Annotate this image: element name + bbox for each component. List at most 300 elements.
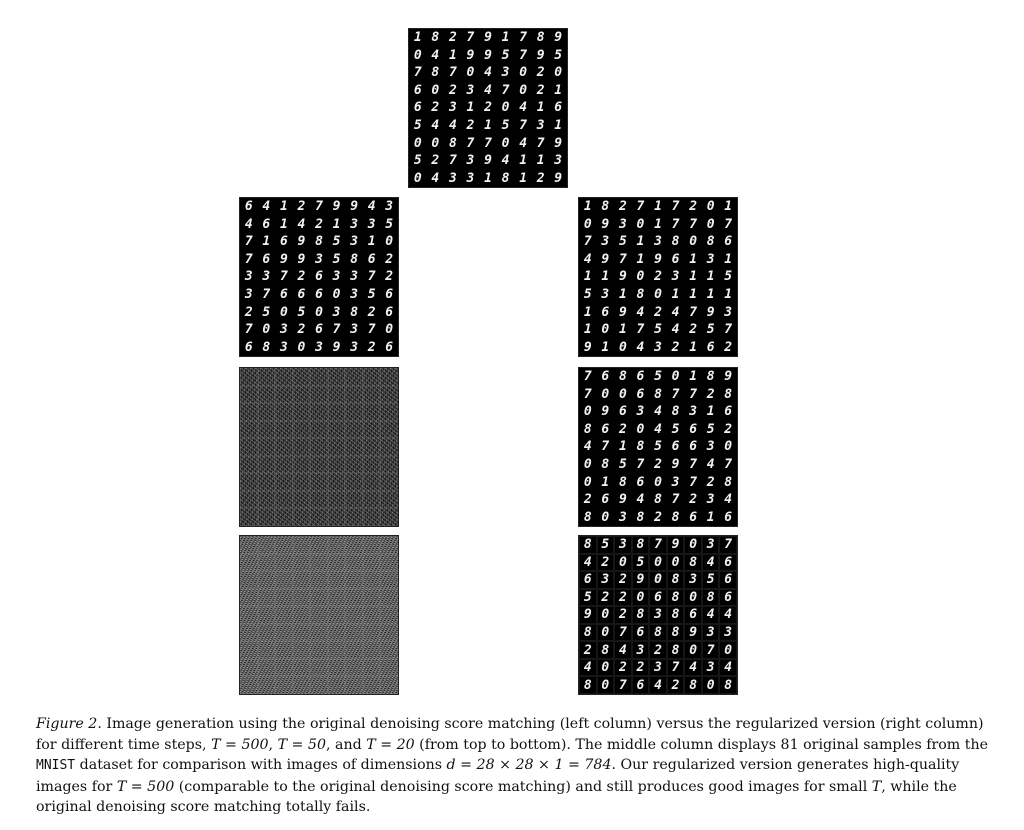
caption-text: . Our regularized version generates high-quality images for <box>36 757 960 795</box>
caption-math: T = 500 <box>116 778 175 795</box>
digit-sample: 4 <box>262 199 271 215</box>
digit-sample: 7 <box>466 135 475 151</box>
digit-sample: 3 <box>367 216 376 232</box>
digit-sample <box>293 659 311 677</box>
digit-sample: 6 <box>649 589 667 607</box>
digit-sample: 6 <box>632 676 650 694</box>
digit-sample <box>345 536 363 554</box>
digit-sample: 1 <box>413 30 422 46</box>
digit-sample: 6 <box>413 82 422 98</box>
digit-sample: 6 <box>297 287 306 303</box>
digit-sample: 9 <box>554 30 563 46</box>
caption-math: T = 50 <box>277 736 326 753</box>
digit-sample: 1 <box>601 269 610 285</box>
digit-sample: 3 <box>554 153 563 169</box>
digit-sample: 8 <box>536 30 545 46</box>
right-column-T50-samples <box>579 368 737 526</box>
digit-sample: 9 <box>297 234 306 250</box>
digit-sample: 6 <box>684 606 702 624</box>
digit-sample: 3 <box>614 536 632 554</box>
digit-sample: 0 <box>724 439 733 455</box>
digit-sample: 6 <box>618 404 627 420</box>
digit-sample <box>275 676 293 694</box>
dataset-name: MNIST <box>36 758 76 773</box>
digit-sample <box>258 491 276 509</box>
digit-sample: 1 <box>484 118 492 134</box>
digit-sample: 7 <box>724 322 733 338</box>
digit-sample: 6 <box>636 386 645 402</box>
digit-sample <box>293 491 311 509</box>
digit-sample: 4 <box>684 659 702 677</box>
digit-sample: 3 <box>315 339 323 355</box>
digit-sample: 0 <box>618 339 627 355</box>
digit-sample: 5 <box>385 216 394 232</box>
digit-sample <box>380 456 398 474</box>
digit-sample: 4 <box>579 554 597 572</box>
digit-sample: 5 <box>618 234 627 250</box>
digit-grid <box>579 368 737 526</box>
digit-sample: 1 <box>636 251 645 267</box>
digit-sample: 6 <box>724 234 733 250</box>
digit-sample: 3 <box>654 339 662 355</box>
digit-sample: 6 <box>385 287 394 303</box>
digit-sample: 0 <box>636 421 645 437</box>
digit-sample <box>240 421 258 439</box>
digit-sample <box>293 403 311 421</box>
digit-sample: 0 <box>597 676 615 694</box>
digit-sample <box>363 386 381 404</box>
digit-sample: 3 <box>350 216 359 232</box>
digit-sample: 7 <box>614 624 632 642</box>
digit-sample: 8 <box>350 304 359 320</box>
digit-sample <box>328 508 346 526</box>
digit-sample: 1 <box>618 322 627 338</box>
digit-sample: 2 <box>431 100 440 116</box>
digit-sample <box>363 438 381 456</box>
digit-sample <box>275 473 293 491</box>
digit-sample: 3 <box>601 287 610 303</box>
digit-sample <box>345 403 363 421</box>
digit-sample <box>345 676 363 694</box>
digit-sample <box>275 508 293 526</box>
digit-sample: 2 <box>618 421 627 437</box>
digit-sample: 9 <box>724 369 733 385</box>
digit-sample: 6 <box>671 439 680 455</box>
digit-sample: 3 <box>702 624 720 642</box>
digit-sample: 8 <box>706 234 715 250</box>
digit-sample: 0 <box>702 676 720 694</box>
digit-sample: 3 <box>350 287 359 303</box>
digit-sample: 5 <box>297 304 306 320</box>
digit-sample <box>310 641 328 659</box>
digit-sample: 3 <box>649 659 667 677</box>
digit-sample: 6 <box>413 100 422 116</box>
digit-sample <box>258 571 276 589</box>
digit-sample: 8 <box>636 509 645 525</box>
digit-sample: 7 <box>315 199 323 215</box>
digit-sample <box>380 641 398 659</box>
digit-sample: 6 <box>724 404 733 420</box>
digit-sample: 0 <box>583 216 592 232</box>
digit-sample: 2 <box>706 386 715 402</box>
digit-sample: 5 <box>332 251 341 267</box>
digit-sample: 3 <box>597 571 615 589</box>
digit-sample: 8 <box>667 641 685 659</box>
digit-sample: 7 <box>724 216 733 232</box>
caption-text: (comparable to the original denoising score matching) and still produces good images for small <box>174 778 872 795</box>
digit-sample: 2 <box>654 509 662 525</box>
digit-grid <box>579 536 737 694</box>
caption-text: Image generation using the original denoising score matching (left column) versus the regularized version (right column) for different time steps, <box>36 716 984 753</box>
digit-sample: 4 <box>724 492 733 508</box>
digit-sample: 9 <box>332 339 341 355</box>
digit-sample: 7 <box>649 536 667 554</box>
digit-sample: 6 <box>315 287 323 303</box>
digit-sample: 8 <box>632 606 650 624</box>
caption-math: d = 28 × 28 × 1 = 784 <box>446 757 612 773</box>
digit-sample <box>293 641 311 659</box>
digit-sample: 3 <box>501 65 510 81</box>
digit-sample <box>328 676 346 694</box>
digit-sample <box>240 368 258 386</box>
digit-sample: 3 <box>350 322 359 338</box>
digit-sample: 2 <box>297 322 306 338</box>
digit-sample: 1 <box>554 82 563 98</box>
digit-sample <box>258 641 276 659</box>
digit-sample <box>240 536 258 554</box>
digit-sample <box>275 554 293 572</box>
digit-sample <box>275 438 293 456</box>
digit-sample: 0 <box>649 554 667 572</box>
digit-sample: 6 <box>601 369 610 385</box>
digit-sample: 0 <box>583 474 592 490</box>
digit-sample: 2 <box>689 199 698 215</box>
digit-sample <box>328 641 346 659</box>
digit-sample: 9 <box>579 606 597 624</box>
digit-sample <box>258 659 276 677</box>
digit-sample: 6 <box>315 269 323 285</box>
digit-sample <box>345 624 363 642</box>
digit-sample: 5 <box>654 369 662 385</box>
caption-math: T = 500 <box>211 736 269 753</box>
digit-sample <box>363 473 381 491</box>
digit-sample: 4 <box>654 421 662 437</box>
digit-sample: 2 <box>536 82 545 98</box>
digit-sample: 8 <box>618 369 627 385</box>
digit-sample <box>293 438 311 456</box>
digit-sample: 1 <box>689 339 698 355</box>
digit-sample <box>345 508 363 526</box>
left-column-T50-samples <box>240 368 398 526</box>
digit-sample: 8 <box>618 474 627 490</box>
digit-sample: 9 <box>297 251 306 267</box>
digit-sample: 9 <box>484 30 492 46</box>
digit-sample: 3 <box>702 536 720 554</box>
digit-sample: 7 <box>484 135 492 151</box>
digit-sample: 5 <box>413 153 422 169</box>
digit-sample: 6 <box>262 216 271 232</box>
digit-sample <box>310 438 328 456</box>
digit-sample: 1 <box>583 199 592 215</box>
digit-sample: 1 <box>519 170 528 186</box>
digit-sample: 2 <box>597 589 615 607</box>
digit-sample: 3 <box>618 509 627 525</box>
digit-sample: 0 <box>297 339 306 355</box>
digit-sample: 0 <box>649 571 667 589</box>
digit-sample: 1 <box>601 474 610 490</box>
digit-sample: 0 <box>413 47 422 63</box>
digit-sample: 5 <box>501 118 510 134</box>
digit-grid <box>579 198 737 356</box>
digit-sample <box>275 536 293 554</box>
digit-sample: 1 <box>706 287 715 303</box>
digit-sample: 6 <box>719 554 737 572</box>
digit-sample: 2 <box>484 100 492 116</box>
digit-sample <box>258 508 276 526</box>
digit-sample <box>363 676 381 694</box>
digit-sample <box>328 421 346 439</box>
digit-sample: 3 <box>719 624 737 642</box>
digit-sample <box>240 491 258 509</box>
digit-sample: 0 <box>618 386 627 402</box>
digit-sample <box>275 403 293 421</box>
digit-sample <box>380 386 398 404</box>
digit-sample: 3 <box>315 251 323 267</box>
digit-sample <box>310 473 328 491</box>
digit-sample: 1 <box>583 269 592 285</box>
digit-sample: 6 <box>244 339 253 355</box>
digit-sample <box>380 368 398 386</box>
digit-sample: 1 <box>519 153 528 169</box>
digit-sample <box>310 421 328 439</box>
digit-sample <box>240 641 258 659</box>
digit-sample: 2 <box>614 571 632 589</box>
digit-sample: 0 <box>684 641 702 659</box>
digit-sample: 1 <box>262 234 271 250</box>
digit-sample: 4 <box>614 641 632 659</box>
digit-sample: 0 <box>279 304 288 320</box>
digit-sample: 6 <box>244 199 253 215</box>
digit-sample <box>240 589 258 607</box>
digit-sample: 3 <box>649 606 667 624</box>
digit-sample <box>380 571 398 589</box>
digit-sample: 9 <box>583 339 592 355</box>
digit-sample: 7 <box>332 322 341 338</box>
digit-sample <box>363 554 381 572</box>
digit-sample: 0 <box>597 624 615 642</box>
digit-sample: 8 <box>654 386 662 402</box>
digit-sample: 8 <box>654 492 662 508</box>
digit-sample: 7 <box>244 234 253 250</box>
digit-sample: 4 <box>297 216 306 232</box>
digit-sample: 4 <box>649 676 667 694</box>
digit-sample: 0 <box>719 641 737 659</box>
digit-sample <box>258 676 276 694</box>
digit-sample: 2 <box>385 251 394 267</box>
digit-sample: 1 <box>583 304 592 320</box>
digit-sample: 3 <box>244 269 253 285</box>
digit-sample: 8 <box>431 65 440 81</box>
digit-sample: 4 <box>636 492 645 508</box>
digit-sample <box>275 421 293 439</box>
digit-sample: 5 <box>618 457 627 473</box>
digit-sample <box>380 438 398 456</box>
digit-sample: 0 <box>636 216 645 232</box>
digit-sample: 0 <box>706 216 715 232</box>
digit-sample: 5 <box>671 421 680 437</box>
digit-sample: 7 <box>689 457 698 473</box>
digit-sample: 4 <box>501 153 510 169</box>
digit-sample: 7 <box>448 153 457 169</box>
digit-sample: 1 <box>689 269 698 285</box>
digit-sample: 8 <box>579 536 597 554</box>
digit-sample <box>310 624 328 642</box>
digit-sample: 8 <box>671 404 680 420</box>
digit-sample: 7 <box>519 118 528 134</box>
digit-sample: 9 <box>671 457 680 473</box>
digit-sample <box>310 554 328 572</box>
digit-sample: 4 <box>519 135 528 151</box>
digit-sample <box>310 606 328 624</box>
digit-sample <box>293 554 311 572</box>
digit-sample <box>275 368 293 386</box>
digit-sample: 3 <box>244 287 253 303</box>
caption-math: T <box>871 778 882 795</box>
digit-sample <box>240 624 258 642</box>
digit-sample: 3 <box>279 322 288 338</box>
digit-sample <box>258 536 276 554</box>
digit-sample: 5 <box>554 47 563 63</box>
digit-sample: 9 <box>484 153 492 169</box>
digit-sample <box>240 659 258 677</box>
caption-text: , <box>268 736 278 753</box>
digit-sample: 7 <box>519 47 528 63</box>
digit-sample: 8 <box>431 30 440 46</box>
digit-sample: 3 <box>601 234 610 250</box>
caption-text: , while the original denoising score matching totally fails. <box>36 778 957 815</box>
digit-sample: 8 <box>636 287 645 303</box>
digit-sample: 8 <box>448 135 457 151</box>
digit-sample <box>293 456 311 474</box>
digit-sample <box>275 641 293 659</box>
digit-sample: 3 <box>448 100 457 116</box>
digit-sample: 4 <box>583 251 592 267</box>
digit-sample: 2 <box>618 199 627 215</box>
digit-sample <box>240 554 258 572</box>
digit-sample: 8 <box>583 509 592 525</box>
digit-sample: 7 <box>671 492 680 508</box>
digit-sample <box>363 606 381 624</box>
digit-sample: 3 <box>262 269 271 285</box>
digit-sample: 3 <box>350 234 359 250</box>
digit-sample <box>363 403 381 421</box>
digit-sample: 2 <box>597 554 615 572</box>
digit-sample <box>328 456 346 474</box>
digit-sample: 4 <box>244 216 253 232</box>
digit-sample: 5 <box>501 47 510 63</box>
digit-sample <box>275 659 293 677</box>
digit-sample: 2 <box>466 118 475 134</box>
caption-math: T = 20 <box>366 736 415 753</box>
digit-sample <box>275 386 293 404</box>
digit-sample <box>240 508 258 526</box>
digit-sample: 1 <box>724 199 733 215</box>
digit-sample: 2 <box>536 65 545 81</box>
digit-sample <box>293 368 311 386</box>
digit-sample: 1 <box>724 251 733 267</box>
digit-sample: 8 <box>724 386 733 402</box>
digit-sample: 4 <box>719 606 737 624</box>
digit-sample <box>328 368 346 386</box>
digit-sample: 3 <box>684 571 702 589</box>
digit-sample: 1 <box>332 216 341 232</box>
digit-sample <box>363 491 381 509</box>
digit-sample: 7 <box>671 199 680 215</box>
digit-sample <box>258 368 276 386</box>
digit-sample: 4 <box>484 65 492 81</box>
digit-grid <box>240 198 398 356</box>
digit-sample: 2 <box>614 606 632 624</box>
digit-sample <box>328 589 346 607</box>
digit-sample: 5 <box>706 322 715 338</box>
digit-sample: 2 <box>367 304 376 320</box>
digit-sample <box>345 554 363 572</box>
digit-sample <box>328 386 346 404</box>
digit-sample: 9 <box>632 571 650 589</box>
digit-sample: 1 <box>671 287 680 303</box>
digit-sample: 8 <box>262 339 271 355</box>
digit-sample: 1 <box>654 216 662 232</box>
digit-sample: 1 <box>554 118 563 134</box>
digit-sample: 2 <box>297 269 306 285</box>
digit-sample <box>380 508 398 526</box>
digit-sample: 5 <box>706 421 715 437</box>
digit-sample: 1 <box>279 216 288 232</box>
digit-sample <box>328 659 346 677</box>
digit-sample: 7 <box>702 641 720 659</box>
digit-sample <box>258 403 276 421</box>
digit-sample <box>275 589 293 607</box>
digit-sample: 0 <box>315 304 323 320</box>
digit-sample <box>293 386 311 404</box>
digit-sample: 2 <box>654 304 662 320</box>
digit-sample: 4 <box>636 339 645 355</box>
digit-sample <box>380 606 398 624</box>
digit-sample: 2 <box>689 492 698 508</box>
digit-sample <box>240 571 258 589</box>
digit-sample: 9 <box>667 536 685 554</box>
digit-sample: 1 <box>536 153 545 169</box>
digit-sample: 0 <box>554 65 563 81</box>
digit-sample: 6 <box>724 509 733 525</box>
figure-caption <box>36 714 988 818</box>
digit-sample <box>293 624 311 642</box>
digit-sample <box>328 491 346 509</box>
digit-sample: 0 <box>667 554 685 572</box>
digit-sample: 0 <box>332 287 341 303</box>
digit-sample <box>328 624 346 642</box>
digit-sample <box>258 624 276 642</box>
digit-sample <box>240 403 258 421</box>
digit-sample: 8 <box>597 641 615 659</box>
digit-sample: 4 <box>579 659 597 677</box>
digit-sample: 2 <box>614 589 632 607</box>
digit-sample: 8 <box>601 199 610 215</box>
digit-sample: 7 <box>689 474 698 490</box>
digit-sample: 7 <box>367 322 376 338</box>
digit-sample: 7 <box>367 269 376 285</box>
digit-sample <box>275 456 293 474</box>
